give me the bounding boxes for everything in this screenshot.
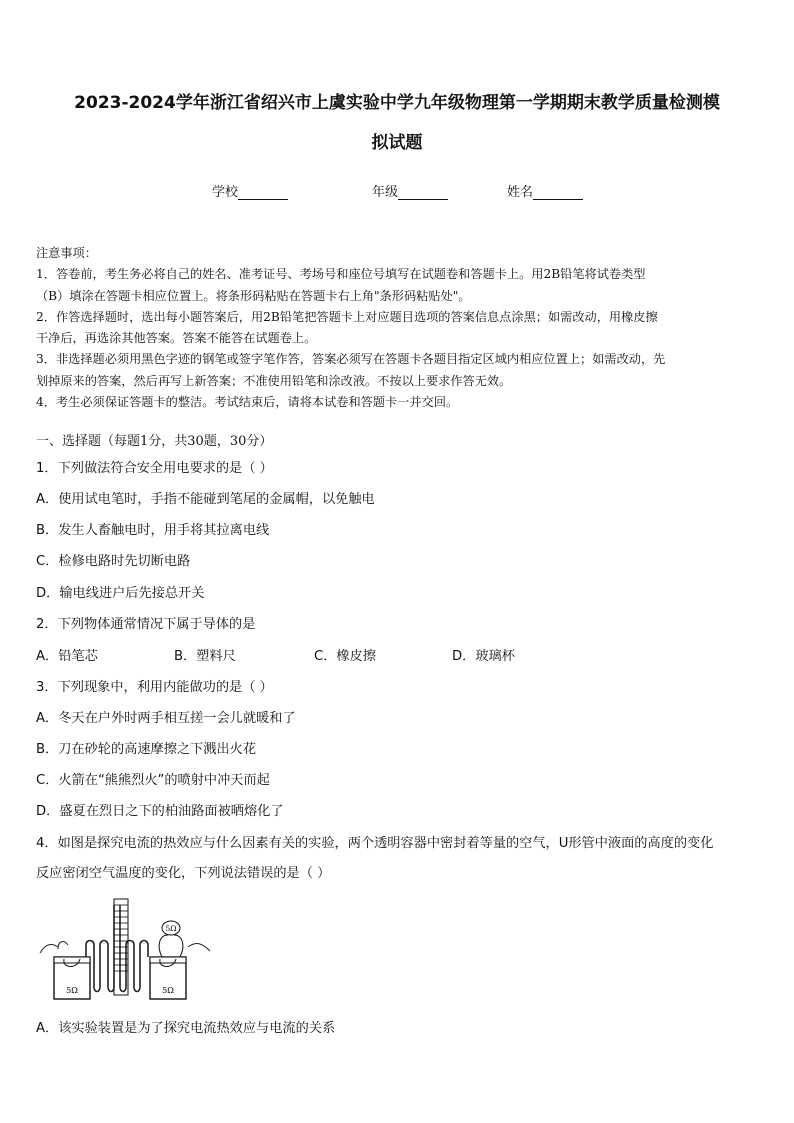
right-container-lid — [150, 957, 186, 963]
question-3-option-c: C．火箭在“熊熊烈火”的喷射中冲天而起 — [36, 773, 270, 788]
school-label: 学校 — [212, 185, 239, 200]
notice-item: 划掉原来的答案，然后再写上新答案；不准使用铅笔和涂改液。不按以上要求作答无效。 — [36, 373, 512, 388]
question-3-option-d: D．盛夏在烈日之下的柏油路面被晒熔化了 — [36, 804, 284, 819]
grade-label: 年级 — [372, 185, 399, 200]
grade-blank — [398, 186, 448, 200]
u-tube-right — [120, 905, 148, 992]
school-field — [212, 181, 288, 200]
name-field — [507, 181, 583, 200]
left-resistor-label: 5Ω — [66, 986, 78, 995]
question-3-stem: 3．下列现象中，利用内能做功的是（ ） — [36, 680, 273, 695]
notice-item: 1．答卷前，考生务必将自己的姓名、准考证号、考场号和座位号填写在试题卷和答题卡上。用2B铅笔将试卷类型 — [36, 267, 646, 282]
left-container-lid — [54, 957, 90, 963]
notice-heading: 注意事项： — [36, 246, 97, 260]
notice-item: （B）填涂在答题卡相应位置上。将条形码粘贴在答题卡右上角"条形码粘贴处"。 — [36, 288, 471, 303]
question-1-option-c: C．检修电路时先切断电路 — [36, 554, 191, 569]
wire-left-end — [40, 945, 58, 953]
school-blank — [238, 186, 288, 200]
notice-block — [36, 243, 758, 413]
question-3-option-b: B．刀在砂轮的高速摩擦之下溅出火花 — [36, 742, 257, 757]
notice-item: 3．非选择题必须用黑色字迹的钢笔或签字笔作答，答案必须写在答题卡各题目指定区域内相应位置上；如需改动，先 — [36, 352, 666, 367]
question-1-stem: 1．下列做法符合安全用电要求的是（ ） — [36, 461, 273, 476]
name-blank — [533, 186, 583, 200]
question-4-stem-line1: 4．如图是探究电流的热效应与什么因素有关的实验，两个透明容器中密封着等量的空气，U形管中液面的高度的变化 — [36, 836, 714, 851]
question-1-option-d: D．输电线进户后先接总开关 — [36, 586, 205, 601]
exam-title-line2: 拟试题 — [371, 133, 423, 153]
question-3-option-a: A．冬天在户外时两手相互搓一会儿就暖和了 — [36, 711, 296, 726]
question-2-stem: 2．下列物体通常情况下属于导体的是 — [36, 617, 256, 632]
question-4-option-a: A．该实验装置是为了探究电流热效应与电流的关系 — [36, 1021, 336, 1036]
question-1-option-a: A．使用试电笔时，手指不能碰到笔尾的金属帽，以免触电 — [36, 492, 375, 507]
question-2-option-a: A．铅笔芯 — [36, 649, 98, 664]
question-2-option-d: D．玻璃杯 — [452, 649, 515, 664]
notice-item: 干净后，再选涂其他答案。答案不能答在试题卷上。 — [36, 331, 317, 346]
question-1-option-b: B．发生人畜触电时，用手将其拉离电线 — [36, 523, 270, 538]
parallel-resistor-wire — [159, 935, 183, 957]
right-resistor-label: 5Ω — [162, 986, 174, 995]
question-2-options — [36, 645, 515, 664]
section-heading: 一、选择题（每题1分，共30题，30分） — [36, 434, 273, 449]
notice-item: 4．考生必须保证答题卡的整洁。考试结束后，请将本试卷和答题卡一并交回。 — [36, 395, 459, 410]
question-4-stem-line2: 反应密闭空气温度的变化，下列说法错误的是（ ） — [36, 866, 331, 881]
wire-right-end — [188, 944, 210, 951]
exam-title-line1: 2023-2024学年浙江省绍兴市上虞实验中学九年级物理第一学期期末教学质量检测模 — [74, 93, 720, 113]
question-2-option-b: B．塑料尺 — [174, 649, 236, 664]
grade-field — [372, 181, 448, 200]
question-2-option-c: C．橡皮擦 — [314, 649, 376, 664]
notice-item: 2．作答选择题时，选出每小题答案后，用2B铅笔把答题卡上对应题目选项的答案信息点涂黑；如需改动，用橡皮擦 — [36, 309, 658, 324]
joule-heating-apparatus-figure — [38, 895, 218, 1005]
name-label: 姓名 — [507, 185, 534, 200]
parallel-resistor-label: 5Ω — [165, 924, 177, 933]
